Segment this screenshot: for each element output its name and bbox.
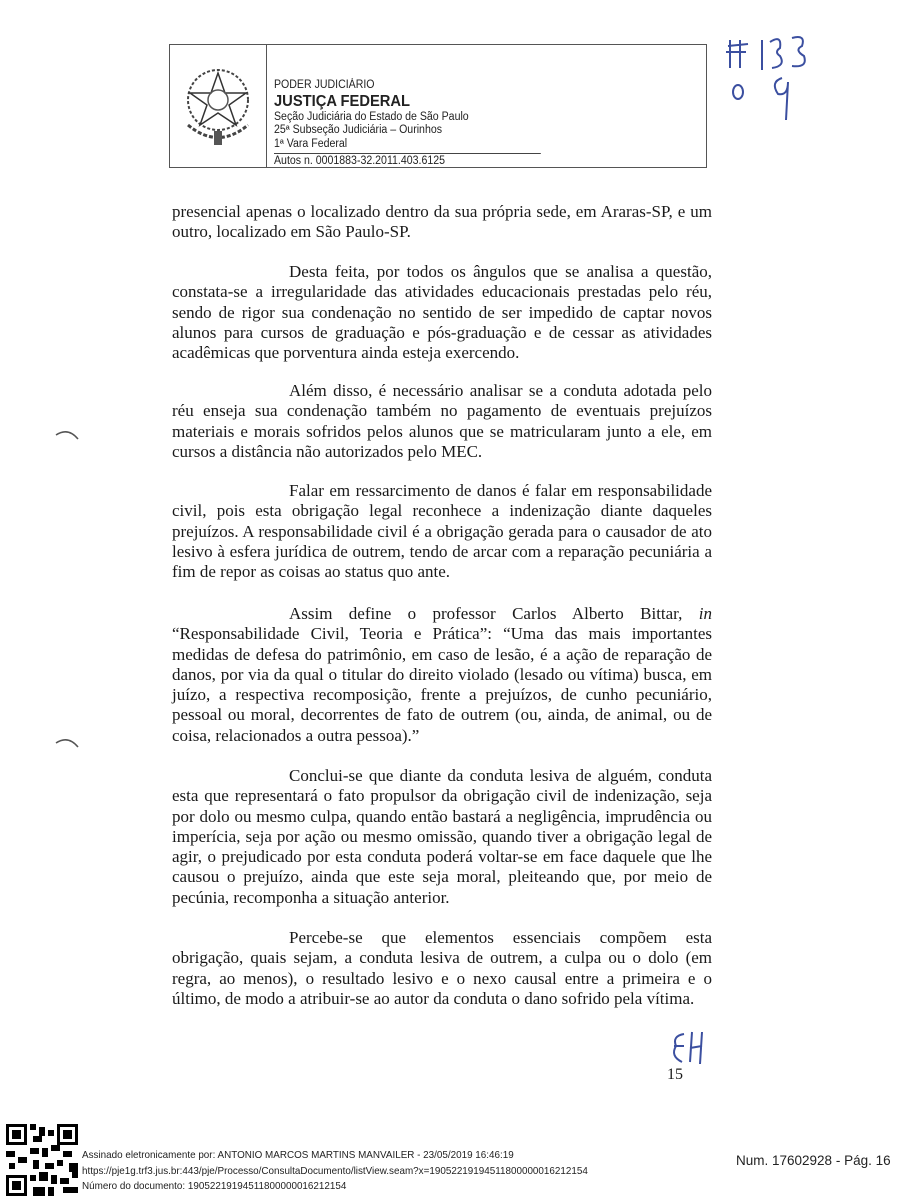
paragraph-4-text: Falar em ressarcimento de danos é falar em responsabilidade civil, pois esta obrigação legal reconhece a indenização diante daqueles prejuízos. A responsabilidade civil é a obrigação gerada para o causador de ato lesivo à esfera jurídica de outrem, tendo de arcar com a reparação pecuniária a fim de repor as coisas ao status quo ante.	[172, 481, 712, 582]
header-line-1: PODER JUDICIÁRIO	[274, 79, 375, 91]
document-url[interactable]: https://pje1g.trf3.jus.br:443/pje/Processo/ConsultaDocumento/listView.seam?x=19052219194511800000016212154	[82, 1164, 588, 1177]
page-number: 15	[667, 1066, 683, 1083]
coat-of-arms-icon	[178, 55, 258, 155]
paragraph-7-text: Percebe-se que elementos essenciais compõem esta obrigação, quais sejam, a conduta lesiva de outrem, a culpa ou o dolo (em regra, ao menos), o resultado lesivo e o nexo causal entre a primeira e o último, de modo a atribuir-se ao autor da conduta o dano sofrido pela vítima.	[172, 928, 712, 1008]
handwritten-initials	[666, 1028, 716, 1068]
header-title: JUSTIÇA FEDERAL	[274, 92, 411, 110]
handwritten-folio-mark	[722, 30, 822, 130]
signed-by: Assinado eletronicamente por: ANTONIO MARCOS MARTINS MANVAILER - 23/05/2019 16:46:19	[82, 1149, 514, 1161]
paragraph-2-text: Desta feita, por todos os ângulos que se analisa a questão, constata-se a irregularidade das atividades educacionais prestadas pelo réu, sendo de rigor sua condenação no sentido de ser impedido de captar novos alunos para cursos de graduação e pós-graduação e de cessar as atividades acadêmicas que porventura ainda esteja exercendo.	[172, 262, 712, 363]
signature-footer	[82, 1148, 588, 1195]
paragraph-5-quote: “Responsabilidade Civil, Teoria e Prática”: “Uma das mais importantes medidas de defesa do patrimônio, em caso de lesão, é a ação de reparação de danos, por via da qual o titular do direito violado (lesado ou vítima) busca, em juízo, a respectiva recomposição, frente a prejuízos, de cunho pecuniário, pessoal ou moral, decorrentes de fato de outrem (ou, ainda, de animal, ou de coisa, relacionados a outra pessoa).”	[172, 624, 712, 745]
paragraph-3-text: Além disso, é necessário analisar se a conduta adotada pelo réu enseja sua condenação também no pagamento de eventuais prejuízos materiais e morais sofridos pelos alunos que se matricularam junto a ele, em cursos a distância não autorizados pelo MEC.	[172, 381, 712, 461]
header-line-3: Seção Judiciária do Estado de São Paulo	[274, 110, 469, 123]
paragraph-5-text: Assim define o professor Carlos Alberto Bittar,	[289, 604, 683, 623]
document-number: Número do documento: 19052219194511800000016212154	[82, 1180, 347, 1192]
paragraph-4	[172, 481, 712, 582]
paragraph-7	[172, 928, 712, 1009]
qr-code-icon[interactable]	[6, 1124, 78, 1196]
header-line-4: 25ª Subseção Judiciária – Ourinhos	[274, 124, 443, 136]
header-divider	[266, 45, 267, 167]
italic-in: in	[698, 604, 712, 623]
paragraph-3	[172, 381, 712, 462]
paragraph-2	[172, 262, 712, 363]
margin-mark	[54, 425, 84, 445]
paragraph-1: presencial apenas o localizado dentro da sua própria sede, em Araras-SP, e um outro, localizado em São Paulo-SP.	[172, 202, 712, 242]
margin-mark	[54, 733, 84, 753]
num-page: Num. 17602928 - Pág. 16	[736, 1153, 891, 1168]
paragraph-6	[172, 766, 712, 908]
paragraph-5	[172, 604, 712, 746]
document-header	[169, 44, 707, 168]
paragraph-6-text: Conclui-se que diante da conduta lesiva de alguém, conduta esta que representará o fato propulsor da obrigação civil de indenização, seja por dolo ou mesmo culpa, quando então bastará a negligência, imprudência ou imperícia, seja por ação ou mesmo omissão, quando tiver a obrigação legal de agir, o prejudicado por esta conduta poderá voltar-se em face daquele que lhe causou o prejuízo, ainda que este seja moral, pleiteando que, por meio de pecúnia, recomponha a situação anterior.	[172, 766, 712, 907]
header-line-5: 1ª Vara Federal	[274, 137, 348, 150]
case-number: Autos n. 0001883-32.2011.403.6125	[274, 153, 541, 169]
